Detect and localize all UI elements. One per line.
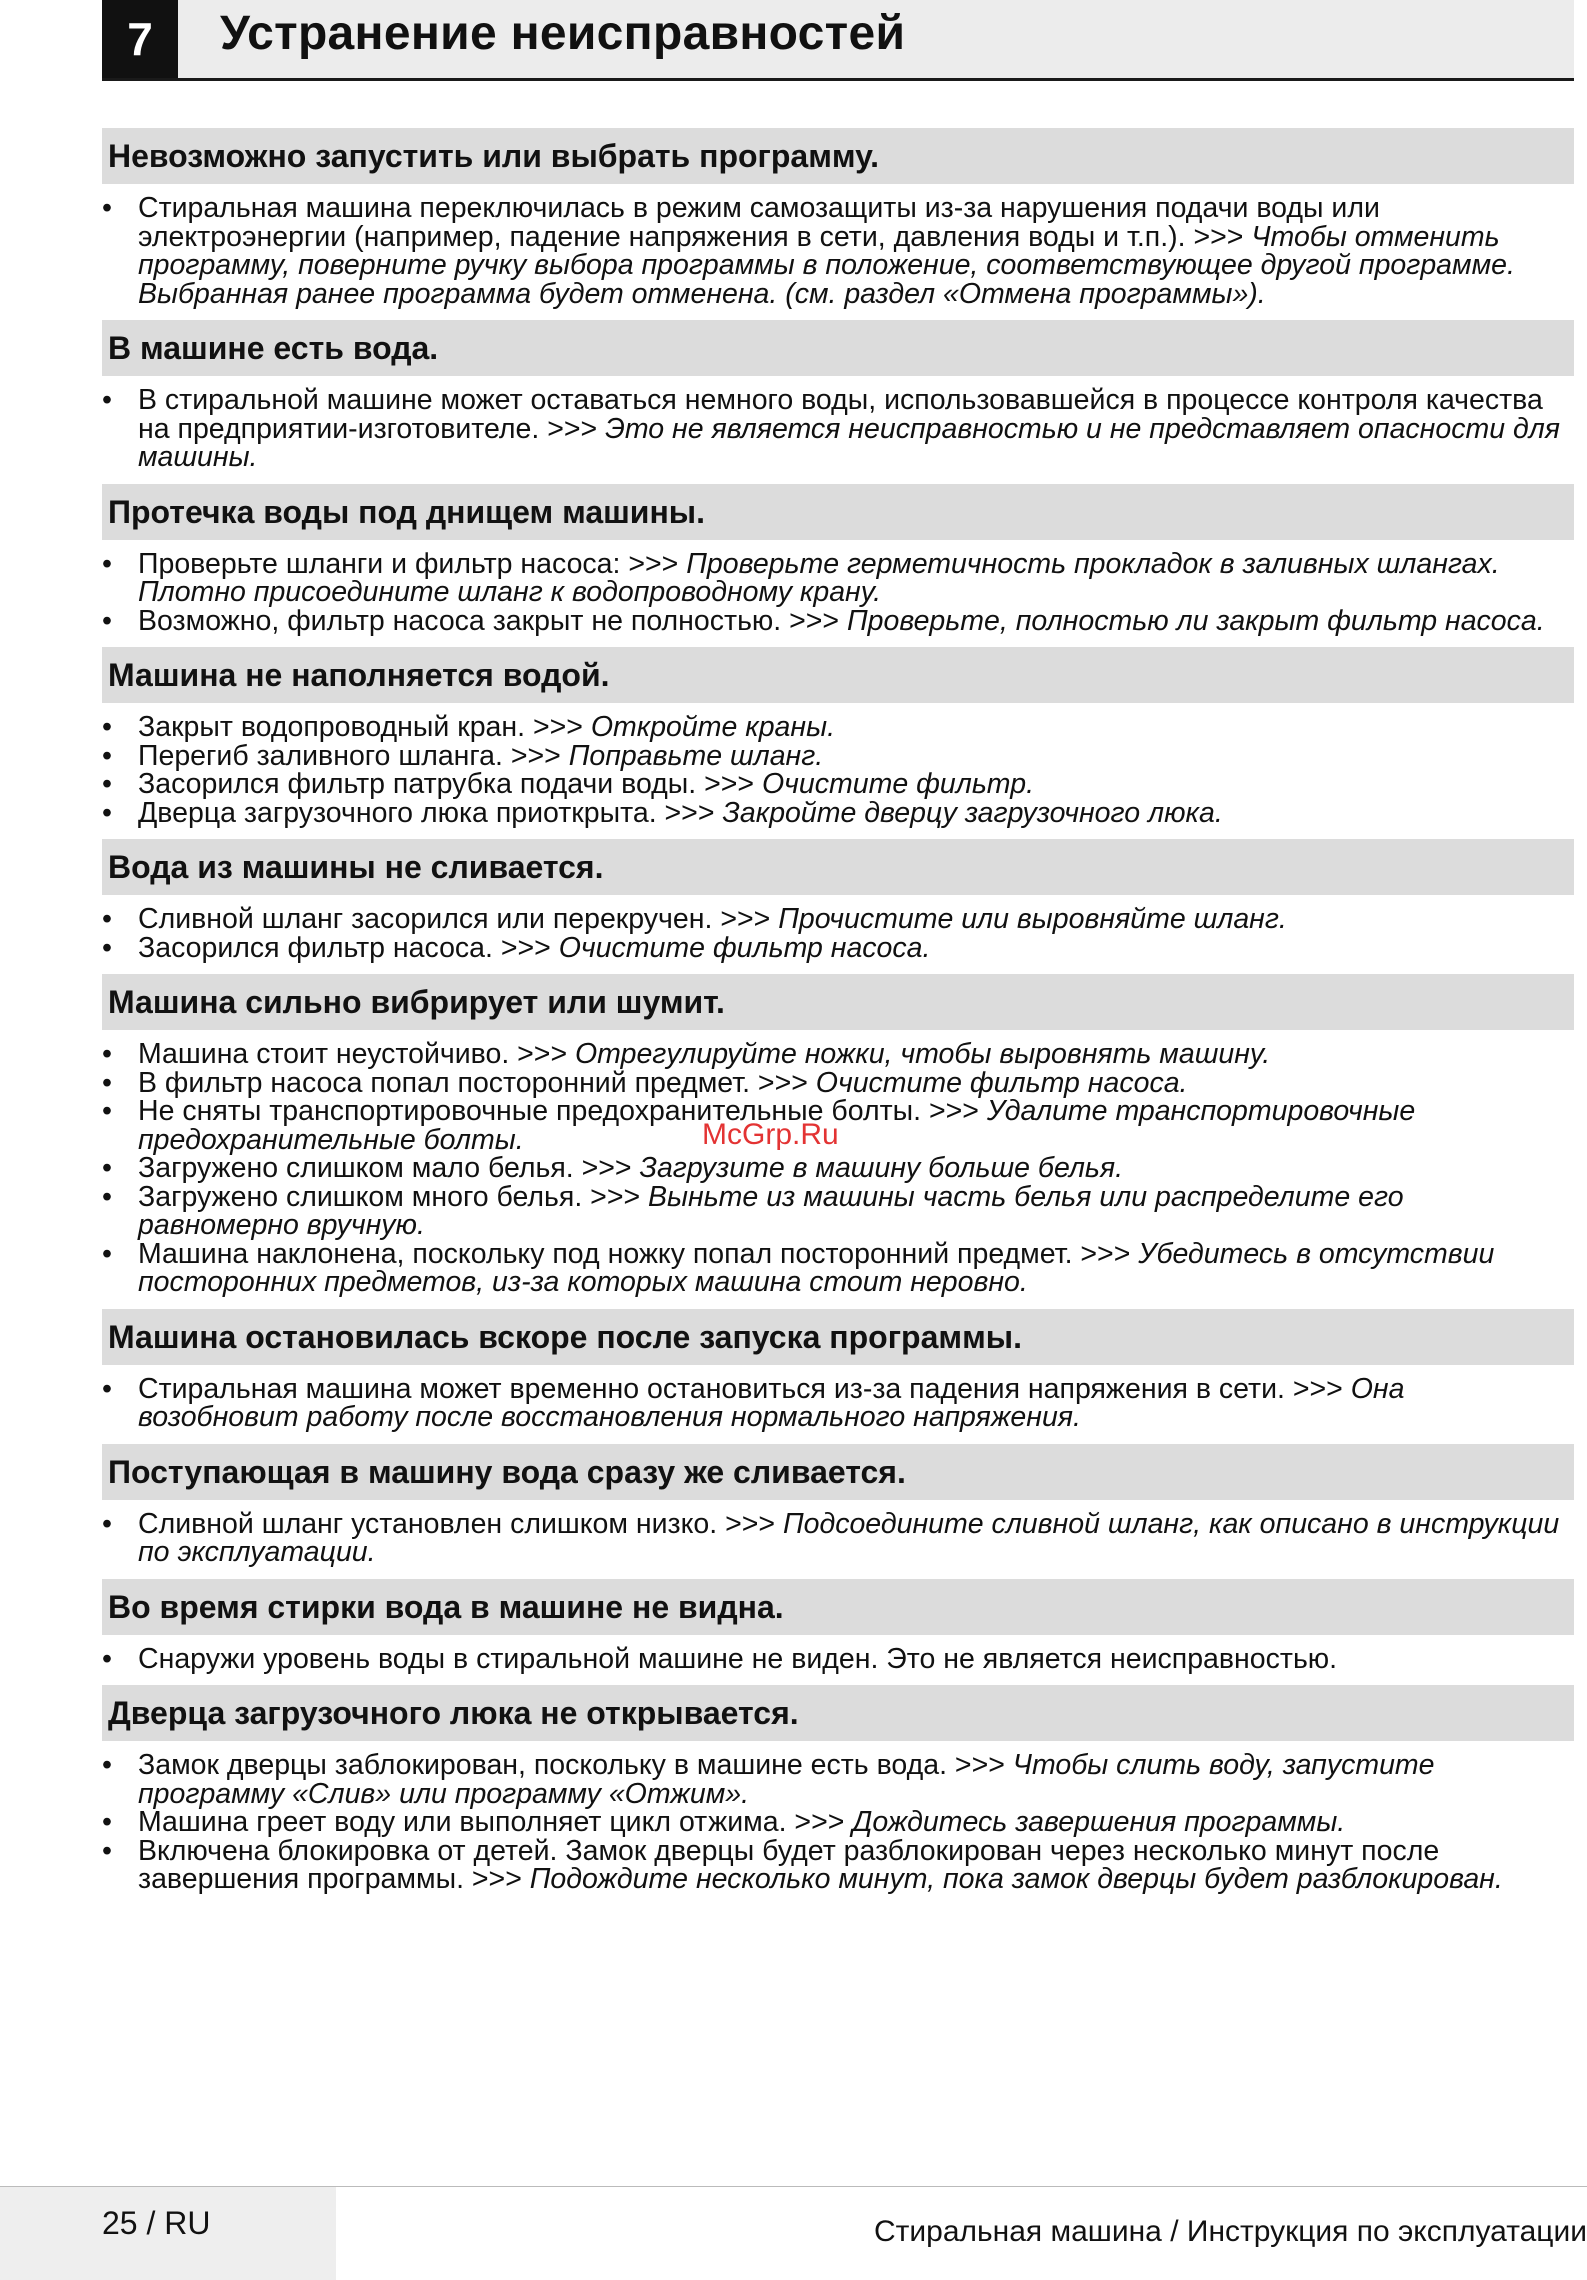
remedy-text: Прочистите или выровняйте шланг. <box>778 903 1287 935</box>
bullet-icon: • <box>102 1806 112 1838</box>
section-heading: Машина остановилась вскоре после запуска программы. <box>102 1309 1574 1365</box>
remedy-text: Выньте из машины часть белья или распределите его равномерно вручную. <box>138 1180 1404 1241</box>
cause-text: В стиральной машине может оставаться немного воды, использовавшейся в процессе контроля качества на предприятии-изготовителе. >>> <box>138 384 1543 445</box>
list-item <box>102 1642 1568 1675</box>
section-heading: Невозможно запустить или выбрать программу. <box>102 128 1574 184</box>
list-item <box>102 796 1568 829</box>
section-heading: Протечка воды под днищем машины. <box>102 484 1574 540</box>
page-footer <box>0 2186 1587 2280</box>
remedy-text: Очистите фильтр насоса. <box>558 931 931 964</box>
remedy-text: Загрузите в машину больше белья. <box>639 1152 1124 1184</box>
section-heading: Вода из машины не сливается. <box>102 839 1574 895</box>
troubleshooting-content <box>102 128 1574 1906</box>
issue-list <box>102 1751 1574 1894</box>
remedy-text: Отрегулируйте ножки, чтобы выровнять машину. <box>575 1038 1271 1070</box>
section-heading: Машина не наполняется водой. <box>102 647 1574 703</box>
bullet-icon: • <box>102 1749 112 1781</box>
remedy-text: Очистите фильтр. <box>761 768 1034 800</box>
bullet-icon: • <box>102 1507 112 1540</box>
cause-text: Сливной шланг установлен слишком низко. >>> <box>138 1507 783 1540</box>
footer-document-title: Стиральная машина / Инструкция по эксплуатации <box>873 2215 1587 2248</box>
cause-text: Не сняты транспортировочные предохранительные болты. >>> <box>138 1095 987 1127</box>
cause-text: Закрыт водопроводный кран. >>> <box>138 711 591 743</box>
remedy-text: Очистите фильтр насоса. <box>815 1066 1188 1099</box>
issue-list <box>102 1372 1574 1433</box>
section-heading: Машина сильно вибрирует или шумит. <box>102 974 1574 1030</box>
bullet-icon: • <box>102 1180 112 1213</box>
section-heading: Дверца загрузочного люка не открывается. <box>102 1685 1574 1741</box>
cause-text: Стиральная машина переключилась в режим самозащиты из-за нарушения подачи воды или электроэнергии (например, падение напряжения в сети, давления воды и т.п.). >>> <box>138 192 1380 253</box>
bullet-icon: • <box>102 1372 112 1405</box>
bullet-icon: • <box>102 1237 112 1270</box>
issue-list <box>102 194 1574 308</box>
list-item <box>102 194 1568 308</box>
list-item <box>102 1154 1568 1183</box>
list-item <box>102 547 1568 608</box>
remedy-text: Подождите несколько минут, пока замок дверцы будет разблокирован. <box>529 1863 1503 1895</box>
bullet-icon: • <box>102 1642 112 1675</box>
remedy-text: Закройте дверцу загрузочного люка. <box>722 796 1223 829</box>
list-item <box>102 1180 1568 1241</box>
issue-list <box>102 1040 1574 1297</box>
cause-text: Проверьте шланги и фильтр насоса: >>> <box>138 547 687 580</box>
remedy-text: Подсоедините сливной шланг, как описано в инструкции по эксплуатации. <box>138 1507 1560 1568</box>
bullet-icon: • <box>102 192 112 224</box>
bullet-icon: • <box>102 384 112 416</box>
cause-text: Стиральная машина может временно остановиться из-за падения напряжения в сети. >>> <box>138 1372 1351 1405</box>
chapter-number: 7 <box>102 0 178 78</box>
watermark: McGrp.Ru <box>702 1118 839 1151</box>
cause-text: Машина стоит неустойчиво. >>> <box>138 1038 576 1070</box>
list-item <box>102 931 1568 964</box>
remedy-text: Откройте краны. <box>590 711 835 743</box>
list-item <box>102 1751 1568 1808</box>
cause-text: Загружено слишком много белья. >>> <box>138 1180 649 1213</box>
list-item <box>102 1808 1568 1837</box>
remedy-text: Чтобы отменить программу, поверните ручку выбора программы в положение, соответствующее другой программе. Выбранная ранее программа будет отменена. (см. раздел «Отмена программы»). <box>138 220 1515 310</box>
cause-text: Машина греет воду или выполняет цикл отжима. >>> <box>138 1806 853 1838</box>
cause-text: Засорился фильтр патрубка подачи воды. >>> <box>138 768 762 800</box>
remedy-text: Это не является неисправностью и не представляет опасности для машины. <box>138 412 1561 473</box>
cause-text: Сливной шланг засорился или перекручен. >>> <box>138 903 779 935</box>
cause-text: Машина наклонена, поскольку под ножку попал посторонний предмет. >>> <box>138 1237 1139 1270</box>
bullet-icon: • <box>102 796 112 829</box>
bullet-icon: • <box>102 1152 112 1184</box>
list-item <box>102 1040 1568 1069</box>
list-item <box>102 1507 1568 1568</box>
remedy-text: Проверьте герметичность прокладок в заливных шлангах. Плотно присоедините шланг к водопроводному крану. <box>138 547 1500 608</box>
cause-text: Засорился фильтр насоса. >>> <box>138 931 559 964</box>
cause-text: Загружено слишком мало белья. >>> <box>138 1152 640 1184</box>
bullet-icon: • <box>102 931 112 964</box>
remedy-text: Убедитесь в отсутствии посторонних предметов, из-за которых машина стоит неровно. <box>138 1237 1495 1298</box>
list-item <box>102 604 1568 637</box>
bullet-icon: • <box>102 1038 112 1070</box>
cause-text: Возможно, фильтр насоса закрыт не полностью. >>> <box>138 604 847 637</box>
remedy-text: Удалите транспортировочные предохранительные болты. <box>138 1095 1416 1156</box>
bullet-icon: • <box>102 1066 112 1099</box>
section-heading: Во время стирки вода в машине не видна. <box>102 1579 1574 1635</box>
chapter-title: Устранение неисправностей <box>220 7 906 60</box>
footer-page-block <box>0 2187 336 2280</box>
bullet-icon: • <box>102 711 112 743</box>
issue-list <box>102 713 1574 827</box>
cause-text: Перегиб заливного шланга. >>> <box>138 739 569 772</box>
issue-list <box>102 386 1574 472</box>
list-item <box>102 770 1568 799</box>
remedy-text: Дождитесь завершения программы. <box>852 1806 1346 1838</box>
remedy-text: Чтобы слить воду, запустите программу «Слив» или программу «Отжим». <box>138 1749 1435 1810</box>
page-number: 25 / RU <box>102 2205 211 2241</box>
list-item <box>102 1834 1568 1895</box>
bullet-icon: • <box>102 1834 112 1867</box>
list-item <box>102 905 1568 934</box>
issue-list <box>102 547 1574 637</box>
bullet-icon: • <box>102 739 112 772</box>
list-item <box>102 739 1568 772</box>
remedy-text: Она возобновит работу после восстановления нормального напряжения. <box>138 1372 1405 1433</box>
bullet-icon: • <box>102 604 112 637</box>
cause-text: Включена блокировка от детей. Замок дверцы будет разблокирован через несколько минут после завершения программы. >>> <box>138 1834 1440 1895</box>
list-item <box>102 386 1568 472</box>
list-item <box>102 1237 1568 1298</box>
cause-text: Замок дверцы заблокирован, поскольку в машине есть вода. >>> <box>138 1749 1013 1781</box>
bullet-icon: • <box>102 547 112 580</box>
section-heading: В машине есть вода. <box>102 320 1574 376</box>
bullet-icon: • <box>102 768 112 800</box>
bullet-icon: • <box>102 903 112 935</box>
cause-text: Снаружи уровень воды в стиральной машине не виден. Это не является неисправностью. <box>138 1642 1338 1675</box>
cause-text: Дверца загрузочного люка приоткрыта. >>> <box>138 796 723 829</box>
issue-list <box>102 1507 1574 1568</box>
remedy-text: Поправьте шланг. <box>568 739 824 772</box>
issue-list <box>102 1642 1574 1675</box>
issue-list <box>102 905 1574 962</box>
remedy-text: Проверьте, полностью ли закрыт фильтр насоса. <box>846 604 1545 637</box>
list-item <box>102 1066 1568 1099</box>
list-item <box>102 1372 1568 1433</box>
cause-text: В фильтр насоса попал посторонний предмет. >>> <box>138 1066 816 1099</box>
section-heading: Поступающая в машину вода сразу же сливается. <box>102 1444 1574 1500</box>
list-item <box>102 713 1568 742</box>
bullet-icon: • <box>102 1095 112 1127</box>
